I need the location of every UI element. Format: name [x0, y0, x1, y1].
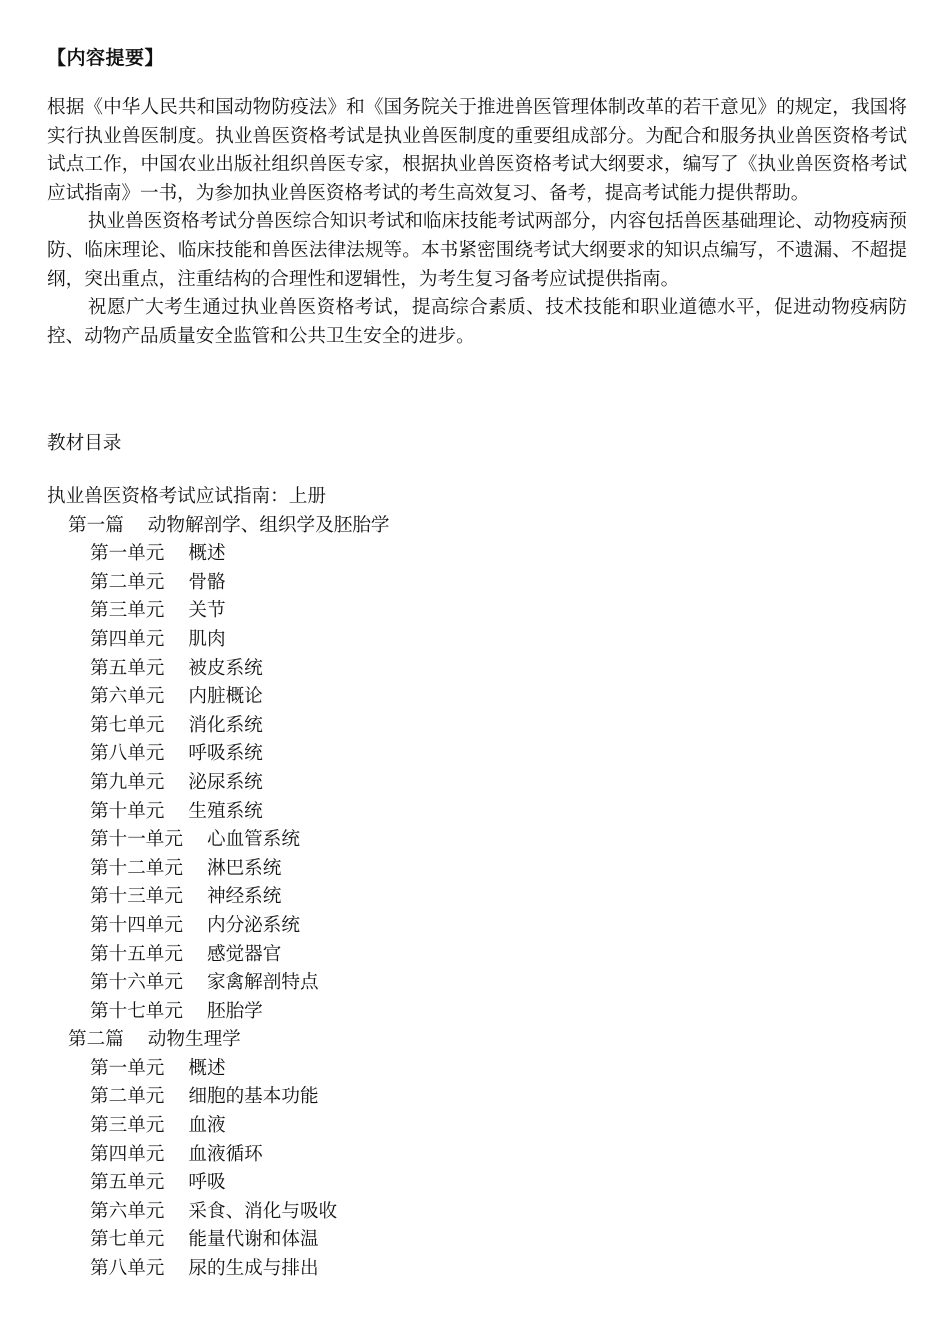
toc-unit-number: 第九单元 — [90, 771, 165, 793]
toc-unit-item — [47, 597, 907, 626]
toc-unit-number: 第三单元 — [90, 1115, 165, 1137]
toc-unit-number: 第六单元 — [90, 1200, 165, 1222]
toc-unit-item — [47, 569, 907, 598]
toc-unit-item — [47, 1112, 907, 1141]
toc-unit-number: 第一单元 — [90, 1057, 165, 1079]
toc-unit-title: 被皮系统 — [188, 657, 263, 679]
toc-unit-item — [47, 1255, 907, 1284]
summary-paragraph-1: 根据《中华人民共和国动物防疫法》和《国务院关于推进兽医管理体制改革的若干意见》的规定，我国将实行执业兽医制度。执业兽医资格考试是执业兽医制度的重要组成部分。为配合和服务执业兽医资格考试试点工作，中国农业出版社组织兽医专家，根据执业兽医资格考试大纲要求，编写了《执业兽医资格考试应试指南》一书，为参加执业兽医资格考试的考生高效复习、备考，提高考试能力提供帮助。 — [47, 97, 907, 204]
toc-unit-item — [47, 798, 907, 827]
toc-unit-number: 第十四单元 — [90, 914, 183, 936]
toc-unit-title: 内分泌系统 — [206, 914, 300, 936]
toc-unit-number: 第六单元 — [90, 686, 165, 708]
toc-part-1 — [47, 512, 907, 541]
toc-unit-item — [47, 1198, 907, 1227]
toc-unit-number: 第三单元 — [90, 600, 165, 622]
toc-unit-number: 第五单元 — [90, 657, 165, 679]
toc-unit-title: 概述 — [188, 1057, 226, 1079]
toc-unit-number: 第十七单元 — [90, 1000, 183, 1022]
toc-unit-title: 骨骼 — [188, 571, 226, 593]
summary-paragraph-2: 执业兽医资格考试分兽医综合知识考试和临床技能考试两部分，内容包括兽医基础理论、动物疫病预防、临床理论、临床技能和兽医法律法规等。本书紧密围绕考试大纲要求的知识点编写，不遗漏、不超提纲，突出重点，注重结构的合理性和逻辑性，为考生复习备考应试提供指南。 — [47, 211, 907, 290]
toc-unit-number: 第二单元 — [90, 1086, 165, 1108]
toc-unit-item — [47, 683, 907, 712]
toc-part-number: 第一篇 — [68, 514, 124, 536]
toc-unit-item — [47, 883, 907, 912]
summary-section — [47, 94, 907, 351]
toc-unit-number: 第四单元 — [90, 1143, 165, 1165]
toc-part-2-units — [47, 1055, 907, 1284]
toc-unit-title: 消化系统 — [188, 714, 263, 736]
toc-unit-title: 内脏概论 — [188, 686, 263, 708]
toc-unit-title: 概述 — [188, 543, 226, 565]
toc-label: 教材目录 — [47, 433, 122, 454]
toc-unit-item — [47, 1226, 907, 1255]
toc-unit-title: 细胞的基本功能 — [188, 1086, 319, 1108]
toc-unit-number: 第十一单元 — [90, 829, 183, 851]
toc-unit-title: 肌肉 — [188, 628, 226, 650]
toc-unit-item — [47, 998, 907, 1027]
toc-unit-item — [47, 826, 907, 855]
toc-unit-number: 第八单元 — [90, 743, 165, 765]
toc-unit-title: 能量代谢和体温 — [188, 1229, 319, 1251]
toc-unit-number: 第四单元 — [90, 628, 165, 650]
toc-unit-number: 第十三单元 — [90, 886, 183, 908]
toc-unit-title: 采食、消化与吸收 — [188, 1200, 338, 1222]
toc-unit-title: 尿的生成与排出 — [188, 1258, 319, 1280]
toc-unit-item — [47, 626, 907, 655]
toc-unit-title: 家禽解剖特点 — [206, 972, 319, 994]
toc-unit-title: 关节 — [188, 600, 226, 622]
toc-unit-title: 胚胎学 — [206, 1000, 263, 1022]
toc-unit-title: 呼吸 — [188, 1172, 226, 1194]
toc-unit-item — [47, 1169, 907, 1198]
toc-unit-number: 第五单元 — [90, 1172, 165, 1194]
toc-unit-item — [47, 769, 907, 798]
toc-unit-number: 第十五单元 — [90, 943, 183, 965]
toc-unit-item — [47, 655, 907, 684]
table-of-contents — [47, 483, 907, 1284]
toc-unit-item — [47, 941, 907, 970]
toc-unit-item — [47, 1055, 907, 1084]
toc-part-title: 动物生理学 — [147, 1029, 241, 1051]
toc-unit-title: 呼吸系统 — [188, 743, 263, 765]
toc-unit-title: 血液循环 — [188, 1143, 263, 1165]
toc-unit-title: 淋巴系统 — [206, 857, 282, 879]
toc-unit-number: 第八单元 — [90, 1258, 165, 1280]
toc-unit-number: 第一单元 — [90, 543, 165, 565]
toc-unit-number: 第二单元 — [90, 571, 165, 593]
toc-unit-item — [47, 540, 907, 569]
toc-unit-title: 生殖系统 — [188, 800, 263, 822]
toc-unit-item — [47, 1141, 907, 1170]
toc-unit-title: 感觉器官 — [206, 943, 282, 965]
toc-unit-item — [47, 1083, 907, 1112]
summary-paragraph-3: 祝愿广大考生通过执业兽医资格考试，提高综合素质、技术技能和职业道德水平，促进动物疫病防控、动物产品质量安全监管和公共卫生安全的进步。 — [47, 297, 907, 347]
toc-part-2 — [47, 1026, 907, 1055]
toc-unit-title: 泌尿系统 — [188, 771, 263, 793]
toc-part-1-units — [47, 540, 907, 1026]
toc-unit-item — [47, 740, 907, 769]
toc-book-title: 执业兽医资格考试应试指南：上册 — [47, 486, 326, 507]
toc-unit-item — [47, 855, 907, 884]
toc-unit-number: 第十六单元 — [90, 972, 183, 994]
toc-unit-title: 血液 — [188, 1115, 226, 1137]
toc-part-title: 动物解剖学、组织学及胚胎学 — [147, 514, 390, 536]
toc-unit-item — [47, 912, 907, 941]
toc-unit-item — [47, 969, 907, 998]
toc-part-number: 第二篇 — [68, 1029, 124, 1051]
summary-heading: 【内容提要】 — [47, 47, 165, 69]
toc-unit-title: 神经系统 — [206, 886, 282, 908]
toc-unit-item — [47, 712, 907, 741]
toc-unit-title: 心血管系统 — [206, 829, 300, 851]
toc-unit-number: 第七单元 — [90, 1229, 165, 1251]
toc-unit-number: 第十二单元 — [90, 857, 183, 879]
toc-unit-number: 第十单元 — [90, 800, 165, 822]
toc-unit-number: 第七单元 — [90, 714, 165, 736]
